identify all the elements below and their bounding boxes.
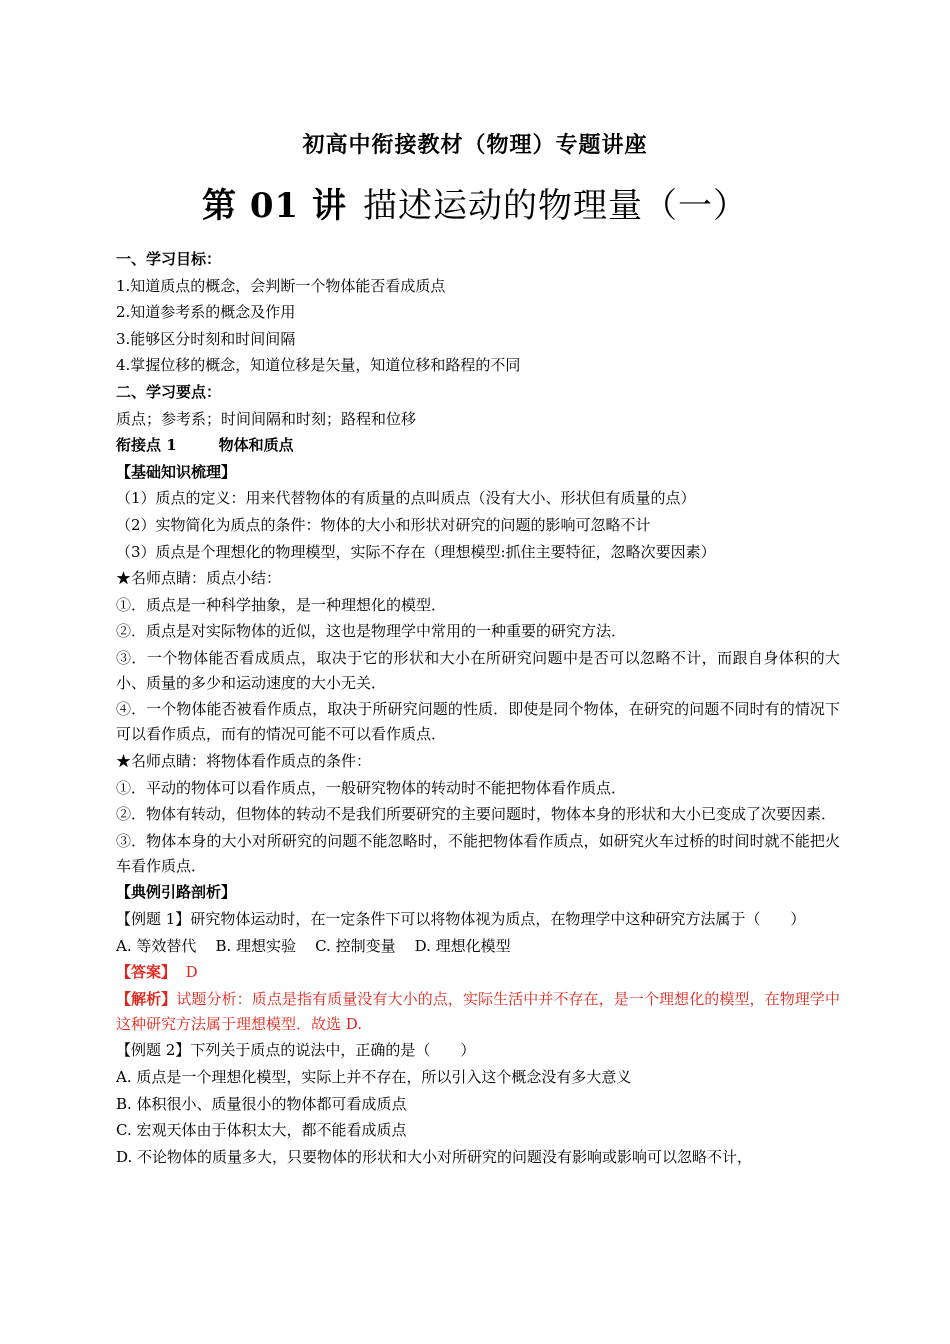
option-a: A. 等效替代 (116, 936, 197, 955)
tips-item: ④．一个物体能否被看作质点，取决于所研究问题的性质．即使是同个物体，在研究的问题不同时有的情况下可以看作质点，而有的情况可能不可以看作质点． (116, 700, 840, 744)
keypoints-text: 质点；参考系；时间间隔和时刻；路程和位移 (116, 409, 417, 428)
tips-item: ③．物体本身的大小对所研究的问题不能忽略时，不能把物体看作质点，如研究火车过桥的时间时就不能把火车看作质点． (116, 831, 840, 875)
tips-item: ②．质点是对实际物体的近似，这也是物理学中常用的一种重要的研究方法． (116, 622, 627, 641)
tips-item: ③．一个物体能否看成质点，取决于它的形状和大小在所研究问题中是否可以忽略不计，而跟自身体积的大小、质量的多少和运动速度的大小无关． (116, 648, 840, 692)
goal-item: 1.知道质点的概念，会判断一个物体能否看成质点 (116, 276, 446, 295)
lecture-title (0, 178, 950, 227)
tips-item: ①．质点是一种科学抽象，是一种理想化的模型． (116, 595, 447, 614)
goal-item: 2.知道参考系的概念及作用 (116, 303, 296, 322)
basics-heading: 【基础知识梳理】 (116, 462, 237, 481)
option-b: B. 体积很小、质量很小的物体都可看成质点 (116, 1094, 407, 1113)
example-1-options (116, 933, 840, 960)
answer-tag: 【答案】 (116, 963, 177, 982)
tips-item: ②．物体有转动，但物体的转动不是我们所要研究的主要问题时，物体本身的形状和大小已变成了次要因素． (116, 805, 837, 824)
example-2-tag: 【例题 2】 (116, 1041, 191, 1060)
option-a: A. 质点是一个理想化模型，实际上并不存在，所以引入这个概念没有多大意义 (116, 1068, 632, 1087)
example-1-analysis (116, 986, 840, 1038)
tips-item: ①．平动的物体可以看作质点，一般研究物体的转动时不能把物体看作质点． (116, 778, 627, 797)
example-1-answer (116, 959, 840, 986)
connection-point-title: 物体和质点 (218, 436, 294, 455)
option-c: C. 控制变量 (315, 936, 396, 955)
basics-item: （1）质点的定义：用来代替物体的有质量的点叫质点（没有大小、形状但有质量的点） (116, 489, 696, 508)
option-d: D. 理想化模型 (414, 936, 511, 955)
analysis-tag: 【解析】 (116, 989, 177, 1008)
tips-heading: ★名师点睛：质点小结： (116, 569, 282, 588)
examples-heading: 【典例引路剖析】 (116, 883, 237, 902)
option-c: C. 宏观天体由于体积太大，都不能看成质点 (116, 1121, 407, 1140)
basics-item: （2）实物简化为质点的条件：物体的大小和形状对研究的问题的影响可忽略不计 (116, 515, 651, 534)
connection-point-label: 衔接点 1 (116, 436, 177, 455)
analysis-text: 试题分析：质点是指有质量没有大小的点，实际生活中并不存在，是一个理想化的模型，在物理学中这种研究方法属于理想模型．故选 D. (116, 989, 840, 1033)
section-heading-goals: 一、学习目标： (116, 250, 222, 268)
section-heading-keypoints: 二、学习要点： (116, 382, 222, 401)
example-2-question (116, 1037, 840, 1064)
option-d: D. 不论物体的质量多大，只要物体的形状和大小对所研究的问题没有影响或影响可以忽略不计， (116, 1147, 753, 1166)
connection-point-heading (116, 432, 840, 459)
example-1-tag: 【例题 1】 (116, 909, 191, 928)
example-2-text: 下列关于质点的说法中，正确的是（ ） (190, 1041, 476, 1060)
goal-item: 3.能够区分时刻和时间间隔 (116, 329, 296, 348)
series-title: 初高中衔接教材（物理）专题讲座 (302, 133, 648, 158)
answer-value: D (185, 963, 198, 982)
lecture-topic: 描述运动的物理量（一） (363, 186, 748, 226)
goal-item: 4.掌握位移的概念，知道位移是矢量，知道位移和路程的不同 (116, 356, 521, 375)
example-1-question (116, 906, 840, 933)
basics-item: （3）质点是个理想化的物理模型，实际不存在（理想模型:抓住主要特征，忽略次要因素） (116, 542, 716, 561)
lecture-number: 第 01 讲 (202, 186, 347, 226)
example-1-text: 研究物体运动时，在一定条件下可以将物体视为质点，在物理学中这种研究方法属于（ ） (190, 909, 806, 928)
option-b: B. 理想实验 (215, 936, 297, 955)
document-body (116, 246, 840, 1170)
tips-heading: ★名师点睛：将物体看作质点的条件： (116, 752, 372, 771)
